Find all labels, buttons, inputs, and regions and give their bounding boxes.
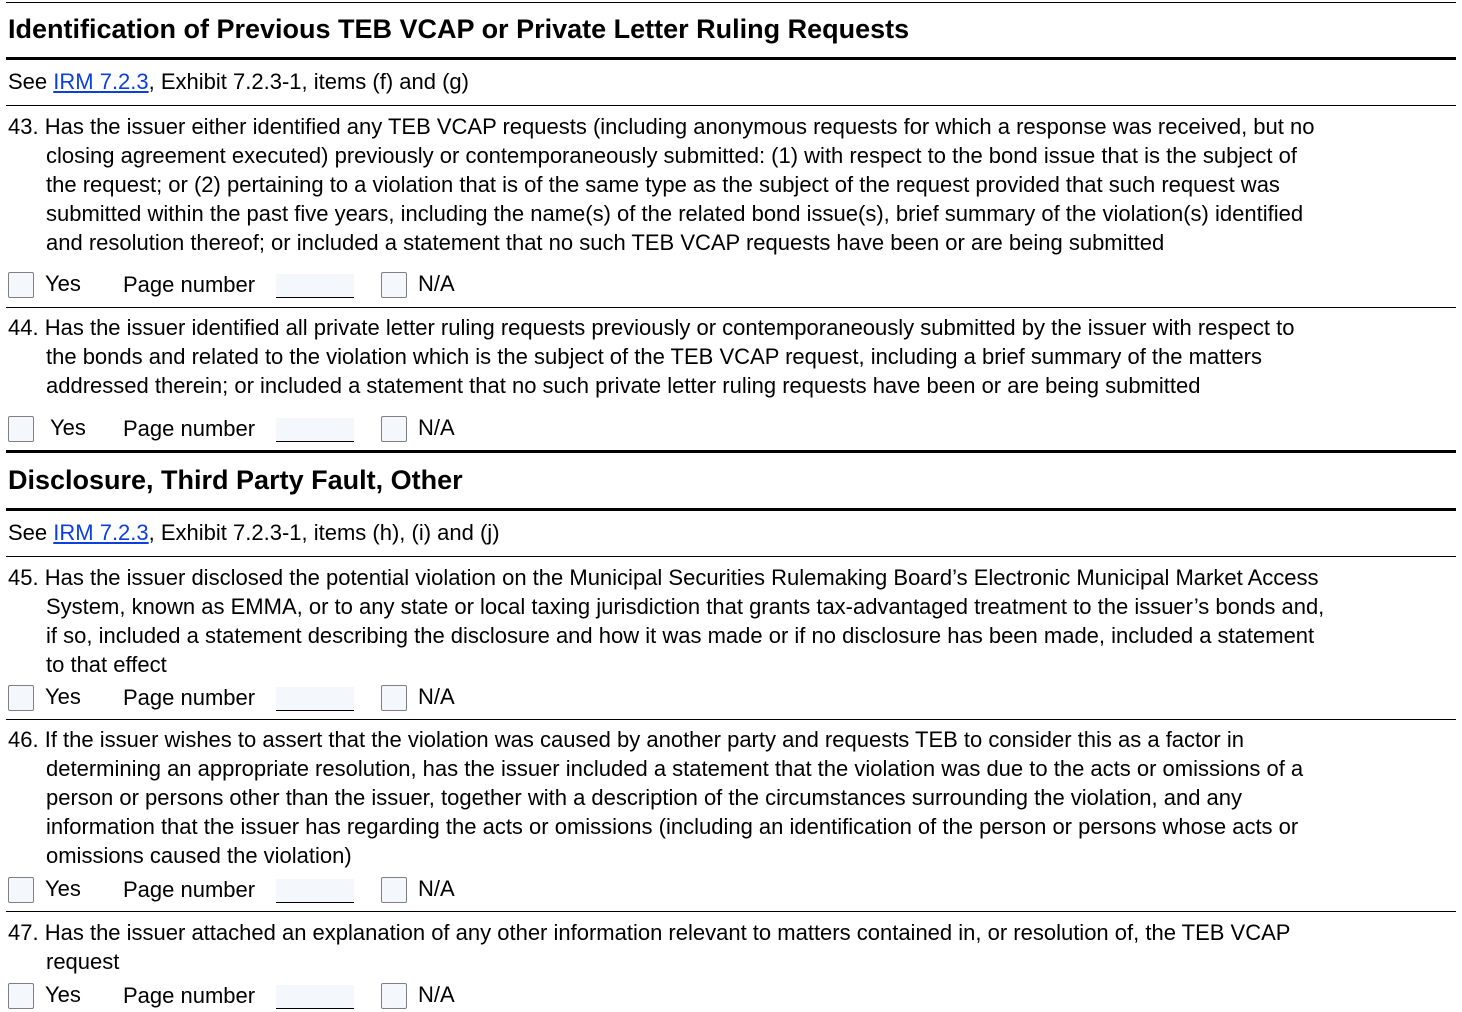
yes-label: Yes [45,684,81,709]
section-divider [6,57,1456,60]
yes-label: Yes [45,876,81,901]
yes-label: Yes [45,271,81,296]
question-47: 47. Has the issuer attached an explanation of any other information relevant to matters contained in, or resolution of, the TEB VCAP request [8,920,1291,974]
question-44: 44. Has the issuer identified all private letter ruling requests previously or contemporaneously submitted by the issuer with respect to the bonds and related to the violation which is the subject of the TEB VCAP request, including a brief summary of the matters addressed therein; or included a statement that no such private letter ruling requests have been or are being submitted [8,315,1295,398]
page-number-input[interactable] [276,274,354,298]
question-45: 45. Has the issuer disclosed the potential violation on the Municipal Securities Rulemaking Board’s Electronic Municipal Market Access System, known as EMMA, or to any state or local taxing jurisdiction that grants tax-advantaged treatment to the issuer’s bonds and, if so, included a statement describing the disclosure and how it was made or if no disclosure has been made, included a statement to that effect [8,565,1325,677]
page-number-label: Page number [123,416,256,441]
yes-checkbox[interactable] [8,685,34,711]
row-divider [6,719,1456,720]
page-number-input[interactable] [276,687,354,711]
row-divider [6,105,1456,106]
row-divider [6,911,1456,912]
section-divider [6,450,1456,453]
page-number-label: Page number [123,877,256,902]
page-number-input[interactable] [276,985,354,1009]
na-checkbox[interactable] [381,272,407,298]
page-number-label: Page number [123,685,256,710]
yes-checkbox[interactable] [8,877,34,903]
na-checkbox[interactable] [381,685,407,711]
na-label: N/A [418,415,455,440]
section-divider [6,508,1456,511]
irm-link[interactable]: IRM 7.2.3 [53,520,149,545]
page-number-label: Page number [123,272,256,297]
na-checkbox[interactable] [381,877,407,903]
top-divider [6,2,1456,3]
page-number-label: Page number [123,983,256,1008]
page-number-input[interactable] [276,879,354,903]
yes-checkbox[interactable] [8,416,34,442]
na-label: N/A [418,684,455,709]
page-number-input[interactable] [276,418,354,442]
section-title-identification: Identification of Previous TEB VCAP or Private Letter Ruling Requests [8,14,910,44]
yes-checkbox[interactable] [8,272,34,298]
na-label: N/A [418,982,455,1007]
irm-link[interactable]: IRM 7.2.3 [53,69,149,94]
question-43: 43. Has the issuer either identified any TEB VCAP requests (including anonymous requests for which a response was received, but no closing agreement executed) previously or contemporaneously submitted: (1) with respect to the bond issue that is the subject of the request; or (2) pertaining to a violation that is of the same type as the subject of the request provided that such request was submitted within the past five years, including the name(s) of the related bond issue(s), brief summary of the violation(s) identified and resolution thereof; or included a statement that no such TEB VCAP requests have been or are being submitted [8,114,1315,255]
yes-label: Yes [45,982,81,1007]
na-checkbox[interactable] [381,983,407,1009]
na-checkbox[interactable] [381,416,407,442]
yes-checkbox[interactable] [8,983,34,1009]
na-label: N/A [418,876,455,901]
question-46: 46. If the issuer wishes to assert that the violation was caused by another party and requests TEB to consider this as a factor in determining an appropriate resolution, has the issuer included a statement that the violation was due to the acts or omissions of a person or persons other than the issuer, together with a description of the circumstances surrounding the violation, and any information that the issuer has regarding the acts or omissions (including an identification of the person or persons whose acts or omissions caused the violation) [8,727,1304,868]
section-title-disclosure: Disclosure, Third Party Fault, Other [8,465,463,495]
row-divider [6,307,1456,308]
na-label: N/A [418,271,455,296]
yes-label: Yes [50,415,86,440]
see-reference: See IRM 7.2.3, Exhibit 7.2.3-1, items (f) and (g) [8,69,469,94]
see-reference: See IRM 7.2.3, Exhibit 7.2.3-1, items (h), (i) and (j) [8,520,500,545]
row-divider [6,556,1456,557]
